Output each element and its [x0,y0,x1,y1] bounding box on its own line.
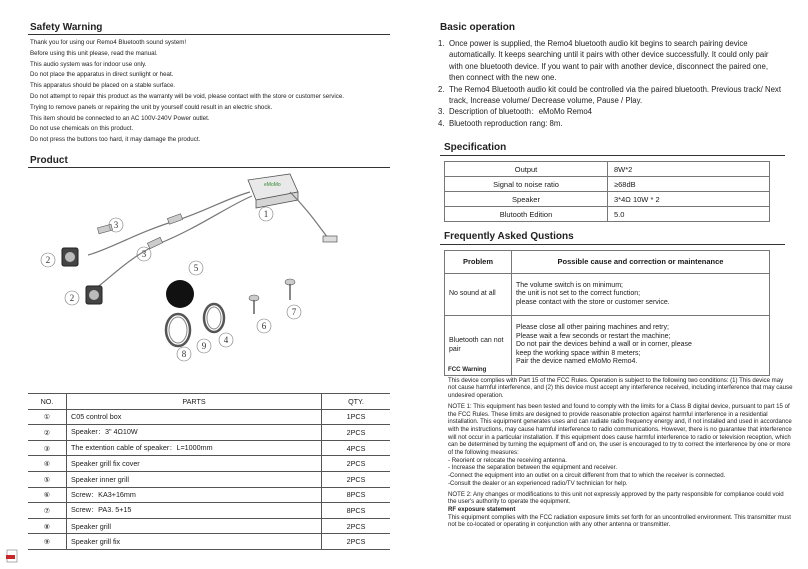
spec-cell-label: Speaker [445,192,608,207]
parts-row [28,409,390,425]
callout: 1 [263,209,269,219]
product-title: Product [30,155,68,166]
fcc-paragraph: NOTE 1: This equipment has been tested and found to comply with the limits for a Class B digital device, pursuant to part 15 of the FCC Rules. These limits are designed to provide reasonable protection against harmful interference in a residential installation. This equipment generates uses and can radiate radio frequency energy and, if not installed and used in accordance with the instructions, may cause harmful interference to radio communications. However, there is no guarantee that interference will not occur in a particular installation. If this equipment does cause harmful interference to radio or television reception, which can be determined by turning the equipment off and on, the user is encouraged to try to correct the interference by one or more of the following measures: [448,402,792,457]
spec-row [445,207,770,222]
faq-rule [440,244,785,245]
callout: 7 [291,307,297,317]
parts-row [28,471,390,487]
parts-cell-name: Screw：PA3. 5+15 [67,503,322,519]
spec-cell-value: 5.0 [608,207,770,222]
spec-row [445,192,770,207]
parts-cell-no: ⑨ [28,534,67,550]
parts-cell-no: ⑦ [28,503,67,519]
product-rule [28,167,390,168]
faq-col-cause: Possible cause and correction or maintenance [512,251,770,274]
parts-cell-qty: 2PCS [322,456,391,472]
basic-item: 2. The Remo4 Bluetooth audio kit could be controlled via the paired bluetooth. Previous track/ Next track, Increase volume/ Decrease volume, Pause / Play. [438,84,781,106]
col-parts: PARTS [67,394,322,410]
parts-cell-name: Speaker inner grill [67,471,322,487]
callout: 4 [223,335,229,345]
basic-item: 1. Once power is supplied, the Remo4 bluetooth audio kit begins to search pairing device automatically. It keeps searching until it pairs with other device successfully. It could only pair with one bluetooth device. If you want to pair with another device, disconnect the paired one, then connect with the new one. [438,39,769,83]
rf-title: RF exposure statement [448,505,516,513]
parts-cell-name: Speaker grill [67,518,322,534]
fcc-measure: - Increase the separation between the equipment and receiver. [448,464,618,472]
parts-row [28,456,390,472]
screw-6 [249,295,259,314]
col-no: NO. [28,394,67,410]
faq-problem: Bluetooth can not pair [445,316,512,376]
parts-cell-no: ④ [28,456,67,472]
spec-rule [440,155,785,156]
callout: 2 [45,255,51,265]
basic-item: 3. Description of bluetooth：eMoMo Remo4 [438,107,593,117]
parts-cell-no: ② [28,425,67,441]
inner-grill [166,280,194,308]
parts-cell-qty: 8PCS [322,487,391,503]
fcc-measure: -Connect the equipment into an outlet on a circuit different from that to which the receiver is connected. [448,472,726,480]
pdf-icon [6,549,20,563]
parts-cell-qty: 2PCS [322,425,391,441]
parts-cell-no: ⑥ [28,487,67,503]
faq-problem: No sound at all [445,274,512,316]
spec-row [445,177,770,192]
control-box [248,174,298,208]
parts-cell-no: ① [28,409,67,425]
spec-cell-value: 3*4Ω 10W * 2 [608,192,770,207]
parts-cell-qty: 1PCS [322,409,391,425]
safety-rule [28,34,390,35]
spec-cell-label: Output [445,162,608,177]
fcc-section [448,366,793,532]
callout: 6 [261,321,267,331]
faq-table [444,250,770,376]
safety-line: Before using this unit please, read the manual. [30,49,158,57]
spec-cell-value: ≥68dB [608,177,770,192]
spec-table [444,161,770,222]
safety-line: Do not attempt to repair this product as the warranty will be void, please contact with the store or customer service. [30,92,344,100]
parts-cell-qty: 4PCS [322,440,391,456]
faq-cause: Please close all other pairing machines and retry; Please wait a few seconds or restart the machine; Do not pair the devices behind a wall or in corner, please keep the working space within 8 meters; Pair the device named eMoMo Remo4. [512,316,770,376]
parts-row [28,518,390,534]
faq-title: Frequently Asked Qustions [444,231,574,242]
spec-cell-value: 8W*2 [608,162,770,177]
parts-cell-qty: 2PCS [322,534,391,550]
parts-cell-name: Speaker：3" 4Ω10W [67,425,322,441]
callout: 3 [113,220,119,230]
callout: 8 [181,349,187,359]
faq-col-problem: Problem [445,251,512,274]
fcc-paragraph: This device complies with Part 15 of the FCC Rules. Operation is subject to the following two conditions: (1) This device may not cause harmful interference, and (2) this device must accept any interference received, including interference that may cause undesired operation. [448,376,793,400]
parts-cell-name: C05 control box [67,409,322,425]
parts-cell-no: ③ [28,440,67,456]
safety-line: Do not press the buttons too hard, it may damage the product. [30,136,201,144]
fcc-paragraph: This equipment complies with the FCC radiation exposure limits set forth for an uncontrolled environment. This transmitter must not be co-located or operating in conjunction with any other antenna or transmitter. [448,513,791,529]
fcc-measure: - Reorient or relocate the receiving antenna. [448,456,567,464]
parts-table [28,393,390,550]
speaker-2b [86,286,102,304]
safety-line: This item should be connected to an AC 100V-240V Power outlet. [30,114,210,122]
safety-lines [30,38,390,146]
safety-line: Do not use chemicals on this product. [30,125,134,133]
parts-header-row [28,394,390,410]
parts-cell-no: ⑤ [28,471,67,487]
callout: 2 [69,293,75,303]
parts-row [28,503,390,519]
parts-cell-name: Screw：KA3+16mm [67,487,322,503]
faq-header-row [445,251,770,274]
parts-row [28,425,390,441]
callout: 9 [201,341,207,351]
callout: 5 [193,263,199,273]
faq-row [445,274,770,316]
basic-item: 4. Bluetooth reproduction rang: 8m. [438,118,563,128]
parts-cell-no: ⑧ [28,518,67,534]
parts-cell-qty: 2PCS [322,471,391,487]
spec-row [445,162,770,177]
parts-row [28,440,390,456]
product-exploded-diagram [28,170,388,370]
safety-title: Safety Warning [30,22,103,33]
parts-cell-qty: 2PCS [322,518,391,534]
safety-line: Trying to remove panels or repairing the unit by yourself could result in an electric shock. [30,103,273,111]
parts-cell-name: The extention cable of speaker：L=1000mm [67,440,322,456]
parts-cell-qty: 8PCS [322,503,391,519]
parts-row [28,487,390,503]
basic-title: Basic operation [440,22,516,33]
parts-row [28,534,390,550]
fcc-measure: -Consult the dealer or an experienced radio/TV technician for help. [448,479,628,487]
spec-cell-label: Signal to noise ratio [445,177,608,192]
spec-title: Specification [444,142,507,153]
screw-7 [285,279,295,300]
col-qty: QTY. [322,394,391,410]
basic-list [438,38,783,129]
safety-line: This apparatus should be placed on a stable surface. [30,82,176,90]
parts-cell-name: Speaker grill fix cover [67,456,322,472]
box-logo: eMoMo [264,182,281,188]
parts-cell-name: Speaker grill fix [67,534,322,550]
safety-line: Do not place the apparatus in direct sunlight or heat. [30,71,174,79]
fcc-title: FCC Warning [448,366,487,373]
grill-ring [166,314,190,346]
fcc-paragraph: NOTE 2: Any changes or modifications to this unit not expressly approved by the party responsible for compliance could void the user's authority to operate the equipment. [448,490,784,506]
spec-cell-label: Blutooth Edition [445,207,608,222]
callout: 3 [141,249,147,259]
faq-cause: The volume switch is on minimum; the unit is not set to the correct function; please contact with the store or customer service. [512,274,770,316]
safety-line: This audio system was for indoor use only. [30,60,147,68]
safety-line: Thank you for using our Remo4 Bluetooth sound system! [30,39,187,46]
speaker-2a [62,248,78,266]
